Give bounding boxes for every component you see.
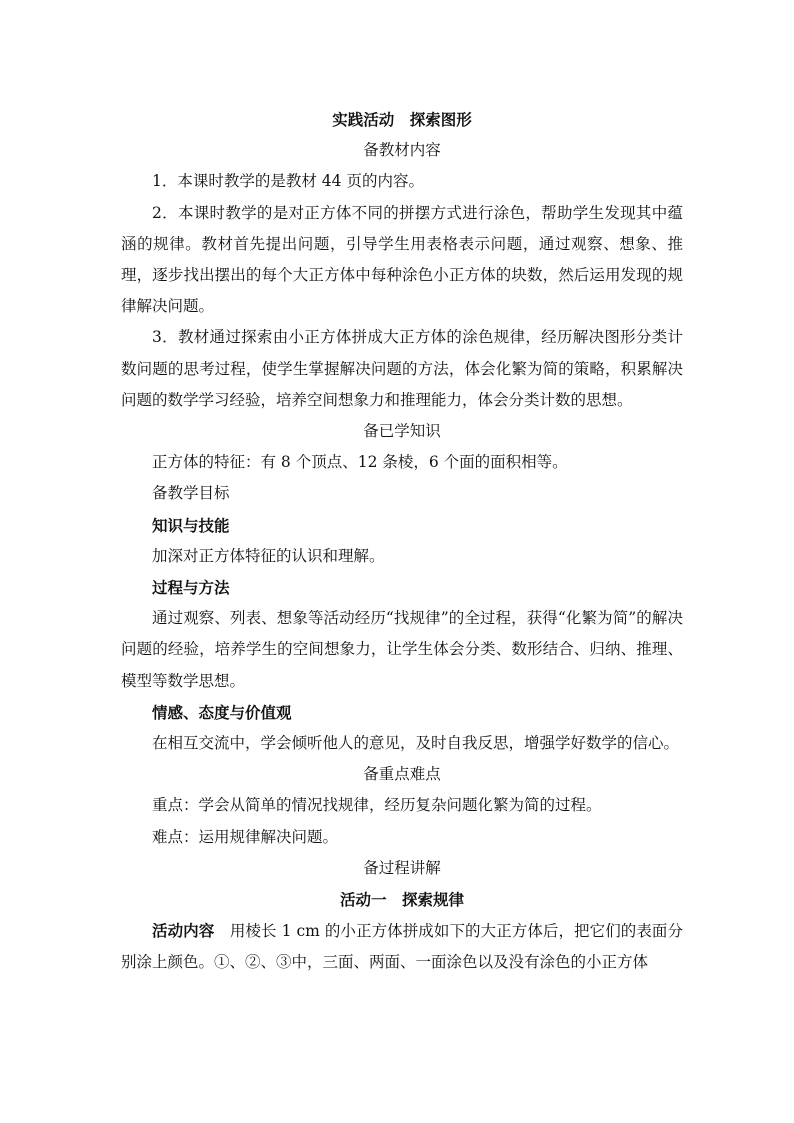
section-heading-key-points: 备重点难点	[363, 765, 441, 784]
goal-title-process: 过程与方法	[152, 578, 230, 598]
activity-content-paragraph	[121, 915, 683, 978]
activity-title: 活动一 探索规律	[339, 890, 464, 910]
section-heading-prior-knowledge: 备已学知识	[363, 422, 441, 441]
paragraph-difficult-point: 难点：运用规律解决问题。	[152, 827, 339, 846]
paragraph-materials-1: 1．本课时教学的是教材 44 页的内容。	[152, 172, 424, 191]
section-heading-materials: 备教材内容	[363, 141, 441, 160]
activity-content-label: 活动内容	[152, 921, 215, 941]
paragraph-materials-2: 2．本课时教学的是对正方体不同的拼摆方式进行涂色，帮助学生发现其中蕴涵的规律。教材首先提出问题，引导学生用表格表示问题，通过观察、想象、推理，逐步找出摆出的每个大正方体中每种涂色小正方体的块数，然后运用发现的规律解决问题。	[121, 203, 683, 316]
activity-content-text: 用棱长 1 cm 的小正方体拼成如下的大正方体后，把它们的表面分别涂上颜色。①、②、③中，三面、两面、一面涂色以及没有涂色的小正方体	[121, 922, 683, 972]
goal-title-attitude: 情感、态度与价值观	[152, 702, 292, 722]
goal-text-process: 通过观察、列表、想象等活动经历“找规律”的全过程，获得“化繁为简”的解决问题的经验，培养学生的空间想象力，让学生体会分类、数形结合、归纳、推理、模型等数学思想。	[121, 609, 683, 690]
goal-text-knowledge: 加深对正方体特征的认识和理解。	[152, 546, 385, 565]
goal-text-attitude: 在相互交流中，学会倾听他人的意见，及时自我反思，增强学好数学的信心。	[152, 734, 680, 753]
paragraph-key-point: 重点：学会从简单的情况找规律，经历复杂问题化繁为简的过程。	[152, 796, 602, 815]
section-heading-process: 备过程讲解	[363, 858, 441, 877]
paragraph-prior-knowledge: 正方体的特征：有 8 个顶点、12 条棱，6 个面的面积相等。	[152, 453, 568, 472]
section-heading-goals: 备教学目标	[152, 484, 230, 503]
goal-title-knowledge: 知识与技能	[152, 515, 230, 535]
document-title: 实践活动 探索图形	[332, 110, 472, 129]
document-body	[121, 104, 683, 979]
paragraph-materials-3: 3．教材通过探索由小正方体拼成大正方体的涂色规律，经历解决图形分类计数问题的思考过程，使学生掌握解决问题的方法，体会化繁为简的策略，积累解决问题的数学学习经验，培养空间想象力和推理能力，体会分类计数的思想。	[121, 328, 683, 409]
